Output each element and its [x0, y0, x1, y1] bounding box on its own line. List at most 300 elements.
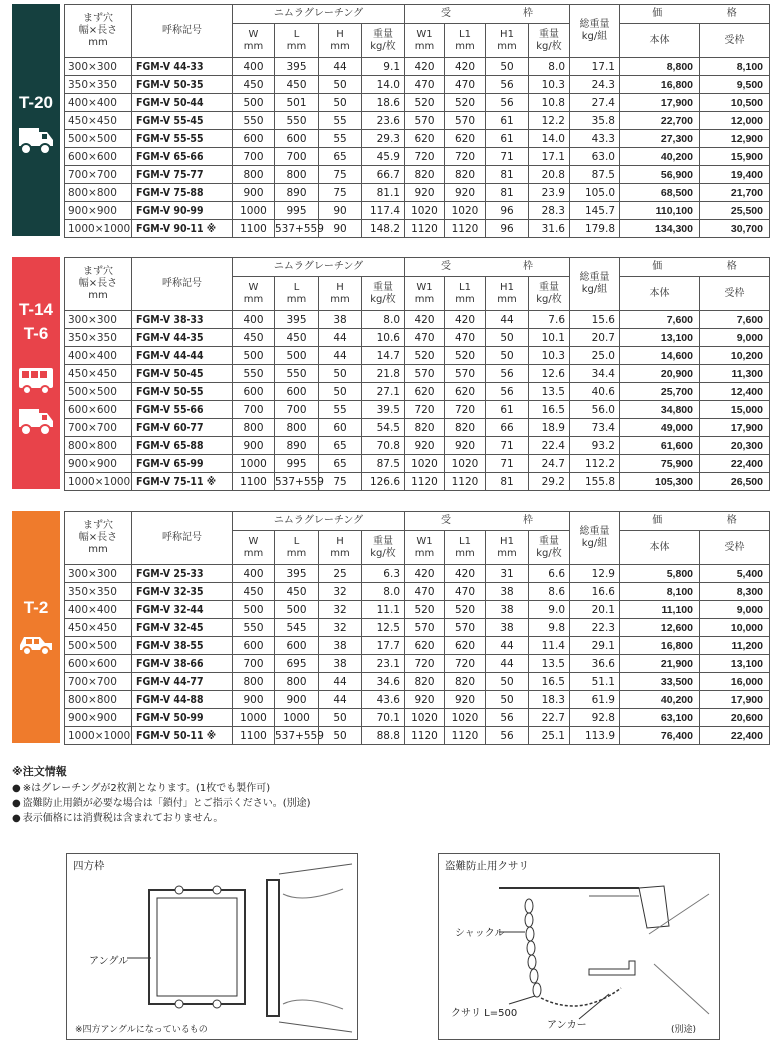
- table-cell: 61: [486, 401, 529, 419]
- table-cell: 1120: [405, 727, 445, 745]
- table-cell: 920: [405, 184, 445, 202]
- table-cell: 81: [486, 473, 529, 491]
- table-cell: 800: [233, 673, 275, 691]
- table-cell: 18.3: [529, 691, 570, 709]
- price-body-cell: 68,500: [620, 184, 700, 202]
- price-group-header: [620, 258, 770, 277]
- frame-col-header: [529, 277, 570, 311]
- code-cell: FGM-V 75-77: [132, 166, 233, 184]
- price-group-label: 価: [652, 8, 663, 19]
- table-cell: 34.6: [362, 673, 405, 691]
- col-header-line: 重量: [539, 535, 559, 547]
- table-cell: 890: [275, 184, 319, 202]
- size-cell: 300×300: [65, 565, 132, 583]
- note-item: ● 盗難防止用鎖が必要な場合は「鎖付」とご指示ください。(別途): [12, 796, 311, 811]
- table-cell: 31.6: [529, 220, 570, 238]
- table-cell: 470: [445, 76, 486, 94]
- table-cell: 8.6: [529, 583, 570, 601]
- code-cell: FGM-V 44-88: [132, 691, 233, 709]
- table-cell: 500: [233, 347, 275, 365]
- table-row: [65, 637, 770, 655]
- table-cell: 537+559: [275, 220, 319, 238]
- grating-col-header: [319, 531, 362, 565]
- code-cell: FGM-V 90-11 ※: [132, 220, 233, 238]
- table-row: [65, 58, 770, 76]
- table-cell: 56: [486, 365, 529, 383]
- price-frame-cell: 12,400: [700, 383, 770, 401]
- table-cell: 87.5: [362, 455, 405, 473]
- table-cell: 620: [445, 383, 486, 401]
- table-cell: 720: [405, 401, 445, 419]
- table-cell: 1000: [233, 202, 275, 220]
- table-cell: 10.3: [529, 347, 570, 365]
- table-cell: 1120: [445, 473, 486, 491]
- table-cell: 71: [486, 148, 529, 166]
- size-cell: 350×350: [65, 329, 132, 347]
- code-cell: FGM-V 50-44: [132, 94, 233, 112]
- frame-group-label: 受: [441, 261, 451, 272]
- table-row: [65, 565, 770, 583]
- table-cell: 700: [275, 148, 319, 166]
- frame-col-header: [445, 24, 486, 58]
- table-row: [65, 347, 770, 365]
- table-cell: 92.8: [570, 709, 620, 727]
- shackle-label: シャックル: [455, 928, 505, 939]
- table-cell: 10.1: [529, 329, 570, 347]
- col-header-unit: mm: [330, 547, 350, 559]
- table-cell: 21.8: [362, 365, 405, 383]
- table-cell: 50: [319, 365, 362, 383]
- table-cell: 81: [486, 166, 529, 184]
- table-cell: 96: [486, 202, 529, 220]
- frame-group-label: 受: [441, 8, 451, 19]
- total-weight-header: [570, 512, 620, 565]
- grating-col-header: [319, 24, 362, 58]
- table-cell: 22.7: [529, 709, 570, 727]
- code-cell: FGM-V 32-35: [132, 583, 233, 601]
- table-cell: 81.1: [362, 184, 405, 202]
- col-header-line: W: [248, 281, 259, 293]
- size-cell: 800×800: [65, 437, 132, 455]
- table-cell: 14.7: [362, 347, 405, 365]
- grating-group-label: ニムラグレーチング: [273, 261, 364, 272]
- code-cell: FGM-V 44-44: [132, 347, 233, 365]
- chain-diagram: [438, 853, 720, 1040]
- spec-table: [64, 257, 770, 491]
- col-header-unit: mm: [330, 293, 350, 305]
- table-cell: 61: [486, 130, 529, 148]
- table-cell: 1120: [445, 727, 486, 745]
- price-frame-cell: 9,500: [700, 76, 770, 94]
- price-frame-cell: 15,000: [700, 401, 770, 419]
- table-cell: 145.7: [570, 202, 620, 220]
- table-cell: 570: [445, 365, 486, 383]
- total-weight-header: [570, 5, 620, 58]
- price-frame-cell: 20,300: [700, 437, 770, 455]
- price-body-cell: 7,600: [620, 311, 700, 329]
- table-cell: 43.3: [570, 130, 620, 148]
- frame-group-label: 枠: [523, 261, 533, 272]
- col-header-unit: mm: [455, 293, 475, 305]
- table-cell: 81: [486, 184, 529, 202]
- table-cell: 23.6: [362, 112, 405, 130]
- order-notes: [12, 764, 311, 826]
- price-body-cell: 40,200: [620, 691, 700, 709]
- size-header-line: mm: [88, 37, 108, 48]
- table-cell: 31: [486, 565, 529, 583]
- code-cell: FGM-V 75-88: [132, 184, 233, 202]
- table-cell: 10.3: [529, 76, 570, 94]
- separate-label: (別途): [671, 1025, 697, 1035]
- table-cell: 520: [405, 94, 445, 112]
- table-row: [65, 112, 770, 130]
- frame-col-header: [529, 24, 570, 58]
- table-cell: 800: [233, 166, 275, 184]
- price-col-label: 本体: [649, 287, 670, 299]
- price-group-header: [620, 512, 770, 531]
- table-cell: 32: [319, 601, 362, 619]
- price-body-cell: 17,900: [620, 94, 700, 112]
- note-item: ● ※はグレーチングが2枚割となります。(1枚でも製作可): [12, 781, 311, 796]
- table-cell: 620: [445, 637, 486, 655]
- spec-table: [64, 4, 770, 238]
- size-cell: 500×500: [65, 130, 132, 148]
- table-cell: 450: [233, 329, 275, 347]
- table-cell: 1100: [233, 727, 275, 745]
- table-cell: 1020: [405, 455, 445, 473]
- table-cell: 12.2: [529, 112, 570, 130]
- code-cell: FGM-V 65-99: [132, 455, 233, 473]
- col-header-unit: mm: [455, 547, 475, 559]
- table-cell: 50: [319, 383, 362, 401]
- table-cell: 700: [233, 148, 275, 166]
- col-header-line: H1: [500, 535, 514, 547]
- table-cell: 65: [319, 437, 362, 455]
- col-header-line: L1: [459, 281, 471, 293]
- grating-col-header: [275, 24, 319, 58]
- price-frame-cell: 8,300: [700, 583, 770, 601]
- table-cell: 920: [445, 437, 486, 455]
- table-cell: 50: [319, 727, 362, 745]
- table-row: [65, 419, 770, 437]
- table-cell: 66.7: [362, 166, 405, 184]
- size-cell: 400×400: [65, 94, 132, 112]
- spec-block-t14-t6: [12, 257, 774, 489]
- price-body-cell: 13,100: [620, 329, 700, 347]
- load-class-tab: [12, 257, 60, 489]
- frame-col-header: [405, 277, 445, 311]
- table-cell: 44: [319, 673, 362, 691]
- col-header-line: L: [293, 281, 300, 293]
- table-cell: 44: [319, 329, 362, 347]
- table-cell: 87.5: [570, 166, 620, 184]
- price-body-cell: 63,100: [620, 709, 700, 727]
- price-body-cell: 49,000: [620, 419, 700, 437]
- table-cell: 56.0: [570, 401, 620, 419]
- size-cell: 600×600: [65, 655, 132, 673]
- price-col-label: 受枠: [724, 541, 745, 553]
- table-cell: 44: [319, 691, 362, 709]
- price-body-cell: 105,300: [620, 473, 700, 491]
- frame-diagram-note: ※四方アングルになっているもの: [75, 1025, 208, 1035]
- table-cell: 800: [233, 419, 275, 437]
- table-cell: 600: [233, 637, 275, 655]
- table-cell: 50: [486, 673, 529, 691]
- table-cell: 50: [486, 58, 529, 76]
- table-cell: 50: [486, 691, 529, 709]
- col-header-unit: mm: [286, 293, 307, 305]
- size-header-line: mm: [88, 544, 108, 555]
- code-cell: FGM-V 50-55: [132, 383, 233, 401]
- table-row: [65, 583, 770, 601]
- code-cell: FGM-V 50-35: [132, 76, 233, 94]
- table-cell: 820: [405, 419, 445, 437]
- size-header-line: mm: [88, 290, 108, 301]
- table-cell: 420: [405, 311, 445, 329]
- col-header-line: 重量: [539, 28, 559, 40]
- table-cell: 420: [445, 58, 486, 76]
- price-body-cell: 61,600: [620, 437, 700, 455]
- price-frame-cell: 30,700: [700, 220, 770, 238]
- col-header-line: L1: [459, 535, 471, 547]
- table-cell: 1120: [445, 220, 486, 238]
- price-group-label: 格: [726, 8, 737, 19]
- table-cell: 50: [486, 347, 529, 365]
- table-cell: 800: [275, 419, 319, 437]
- table-cell: 420: [445, 565, 486, 583]
- table-cell: 179.8: [570, 220, 620, 238]
- table-row: [65, 727, 770, 745]
- table-cell: 920: [445, 184, 486, 202]
- price-frame-cell: 15,900: [700, 148, 770, 166]
- price-body-cell: 56,900: [620, 166, 700, 184]
- table-cell: 22.4: [529, 437, 570, 455]
- table-cell: 17.1: [570, 58, 620, 76]
- total-weight-header-line: kg/組: [581, 284, 608, 295]
- code-header: [132, 512, 233, 565]
- truck-icon: [18, 405, 54, 439]
- size-header: [65, 512, 132, 565]
- table-cell: 820: [445, 673, 486, 691]
- table-cell: 400: [233, 58, 275, 76]
- table-cell: 550: [233, 365, 275, 383]
- price-body-cell: 11,100: [620, 601, 700, 619]
- table-cell: 7.6: [529, 311, 570, 329]
- price-frame-cell: 8,100: [700, 58, 770, 76]
- table-cell: 25: [319, 565, 362, 583]
- frame-group-header: [405, 512, 570, 531]
- table-cell: 520: [445, 347, 486, 365]
- col-header-unit: mm: [497, 293, 517, 305]
- table-cell: 995: [275, 455, 319, 473]
- table-cell: 148.2: [362, 220, 405, 238]
- table-cell: 820: [445, 166, 486, 184]
- table-cell: 13.5: [529, 655, 570, 673]
- col-header-line: H: [336, 535, 344, 547]
- price-frame-cell: 7,600: [700, 311, 770, 329]
- price-frame-cell: 11,300: [700, 365, 770, 383]
- size-cell: 700×700: [65, 419, 132, 437]
- table-cell: 29.2: [529, 473, 570, 491]
- price-group-label: 価: [652, 515, 663, 526]
- col-header-unit: mm: [497, 547, 517, 559]
- total-weight-header-line: 総重量: [579, 19, 610, 30]
- price-col-label: 本体: [649, 34, 670, 46]
- col-header-line: 重量: [539, 281, 559, 293]
- size-cell: 450×450: [65, 619, 132, 637]
- col-header-line: W1: [416, 535, 433, 547]
- size-cell: 600×600: [65, 401, 132, 419]
- col-header-unit: mm: [414, 293, 435, 305]
- frame-col-header: [405, 24, 445, 58]
- table-cell: 55: [319, 130, 362, 148]
- size-header: [65, 258, 132, 311]
- table-cell: 126.6: [362, 473, 405, 491]
- bus-icon: [18, 365, 54, 395]
- price-body-cell: 27,300: [620, 130, 700, 148]
- table-cell: 500: [233, 601, 275, 619]
- table-cell: 600: [233, 130, 275, 148]
- size-cell: 800×800: [65, 691, 132, 709]
- load-class-tab: [12, 4, 60, 236]
- code-cell: FGM-V 65-88: [132, 437, 233, 455]
- price-frame-cell: 22,400: [700, 455, 770, 473]
- size-header-line: 幅×長さ: [78, 532, 118, 543]
- table-cell: 50: [319, 709, 362, 727]
- table-cell: 14.0: [362, 76, 405, 94]
- price-col-label: 本体: [649, 541, 670, 553]
- code-header-label: 呼称記号: [162, 25, 202, 36]
- table-row: [65, 383, 770, 401]
- table-cell: 93.2: [570, 437, 620, 455]
- col-header-unit: mm: [330, 40, 350, 52]
- table-cell: 29.1: [570, 637, 620, 655]
- table-cell: 88.8: [362, 727, 405, 745]
- table-cell: 44: [486, 637, 529, 655]
- size-cell: 700×700: [65, 166, 132, 184]
- frame-col-header: [445, 277, 486, 311]
- table-cell: 695: [275, 655, 319, 673]
- table-cell: 995: [275, 202, 319, 220]
- table-cell: 420: [405, 565, 445, 583]
- table-cell: 1020: [445, 202, 486, 220]
- table-row: [65, 184, 770, 202]
- total-weight-header-line: kg/組: [581, 31, 608, 42]
- price-frame-cell: 12,900: [700, 130, 770, 148]
- table-cell: 39.5: [362, 401, 405, 419]
- grating-group-header: [233, 258, 405, 277]
- table-cell: 420: [445, 311, 486, 329]
- table-cell: 570: [445, 619, 486, 637]
- code-cell: FGM-V 38-33: [132, 311, 233, 329]
- col-header-unit: mm: [243, 40, 264, 52]
- table-cell: 545: [275, 619, 319, 637]
- price-frame-cell: 10,200: [700, 347, 770, 365]
- table-cell: 900: [233, 437, 275, 455]
- spec-block-t20: [12, 4, 774, 236]
- size-cell: 400×400: [65, 347, 132, 365]
- table-cell: 890: [275, 437, 319, 455]
- price-frame-cell: 25,500: [700, 202, 770, 220]
- table-cell: 800: [275, 166, 319, 184]
- table-cell: 570: [405, 112, 445, 130]
- table-cell: 1020: [445, 455, 486, 473]
- table-cell: 29.3: [362, 130, 405, 148]
- table-cell: 65: [319, 455, 362, 473]
- code-cell: FGM-V 32-45: [132, 619, 233, 637]
- table-cell: 38: [486, 619, 529, 637]
- table-cell: 44: [486, 311, 529, 329]
- table-cell: 1000: [233, 709, 275, 727]
- table-cell: 500: [275, 601, 319, 619]
- table-cell: 550: [233, 619, 275, 637]
- col-header-line: W: [248, 28, 259, 40]
- table-cell: 520: [405, 347, 445, 365]
- price-col-header: [620, 24, 700, 58]
- table-row: [65, 220, 770, 238]
- table-cell: 920: [405, 691, 445, 709]
- table-cell: 537+559: [275, 727, 319, 745]
- table-cell: 75: [319, 473, 362, 491]
- col-header-unit: kg/枚: [536, 40, 562, 52]
- code-cell: FGM-V 75-11 ※: [132, 473, 233, 491]
- table-cell: 25.0: [570, 347, 620, 365]
- table-cell: 61.9: [570, 691, 620, 709]
- table-cell: 50: [319, 76, 362, 94]
- price-body-cell: 110,100: [620, 202, 700, 220]
- price-frame-cell: 22,400: [700, 727, 770, 745]
- frame-group-header: [405, 5, 570, 24]
- table-cell: 23.9: [529, 184, 570, 202]
- price-group-label: 価: [652, 261, 663, 272]
- table-cell: 720: [445, 401, 486, 419]
- price-frame-cell: 10,000: [700, 619, 770, 637]
- table-row: [65, 655, 770, 673]
- code-cell: FGM-V 50-99: [132, 709, 233, 727]
- table-cell: 620: [445, 130, 486, 148]
- table-cell: 450: [275, 329, 319, 347]
- price-col-header: [700, 277, 770, 311]
- table-cell: 22.3: [570, 619, 620, 637]
- table-cell: 75: [319, 184, 362, 202]
- load-class-label: T-6: [23, 324, 49, 343]
- price-frame-cell: 5,400: [700, 565, 770, 583]
- price-body-cell: 16,800: [620, 637, 700, 655]
- table-cell: 600: [233, 383, 275, 401]
- table-cell: 45.9: [362, 148, 405, 166]
- table-cell: 20.1: [570, 601, 620, 619]
- col-header-line: 重量: [373, 281, 393, 293]
- table-cell: 56: [486, 76, 529, 94]
- size-cell: 800×800: [65, 184, 132, 202]
- table-cell: 9.0: [529, 601, 570, 619]
- price-frame-cell: 20,600: [700, 709, 770, 727]
- table-row: [65, 166, 770, 184]
- price-group-label: 格: [726, 515, 737, 526]
- table-cell: 44: [486, 655, 529, 673]
- price-group-header: [620, 5, 770, 24]
- col-header-unit: mm: [286, 547, 307, 559]
- price-frame-cell: 9,000: [700, 329, 770, 347]
- grating-group-label: ニムラグレーチング: [273, 515, 364, 526]
- code-cell: FGM-V 55-45: [132, 112, 233, 130]
- price-body-cell: 8,100: [620, 583, 700, 601]
- table-cell: 24.7: [529, 455, 570, 473]
- table-cell: 44: [319, 58, 362, 76]
- table-cell: 920: [405, 437, 445, 455]
- total-weight-header-line: 総重量: [579, 526, 610, 537]
- table-row: [65, 365, 770, 383]
